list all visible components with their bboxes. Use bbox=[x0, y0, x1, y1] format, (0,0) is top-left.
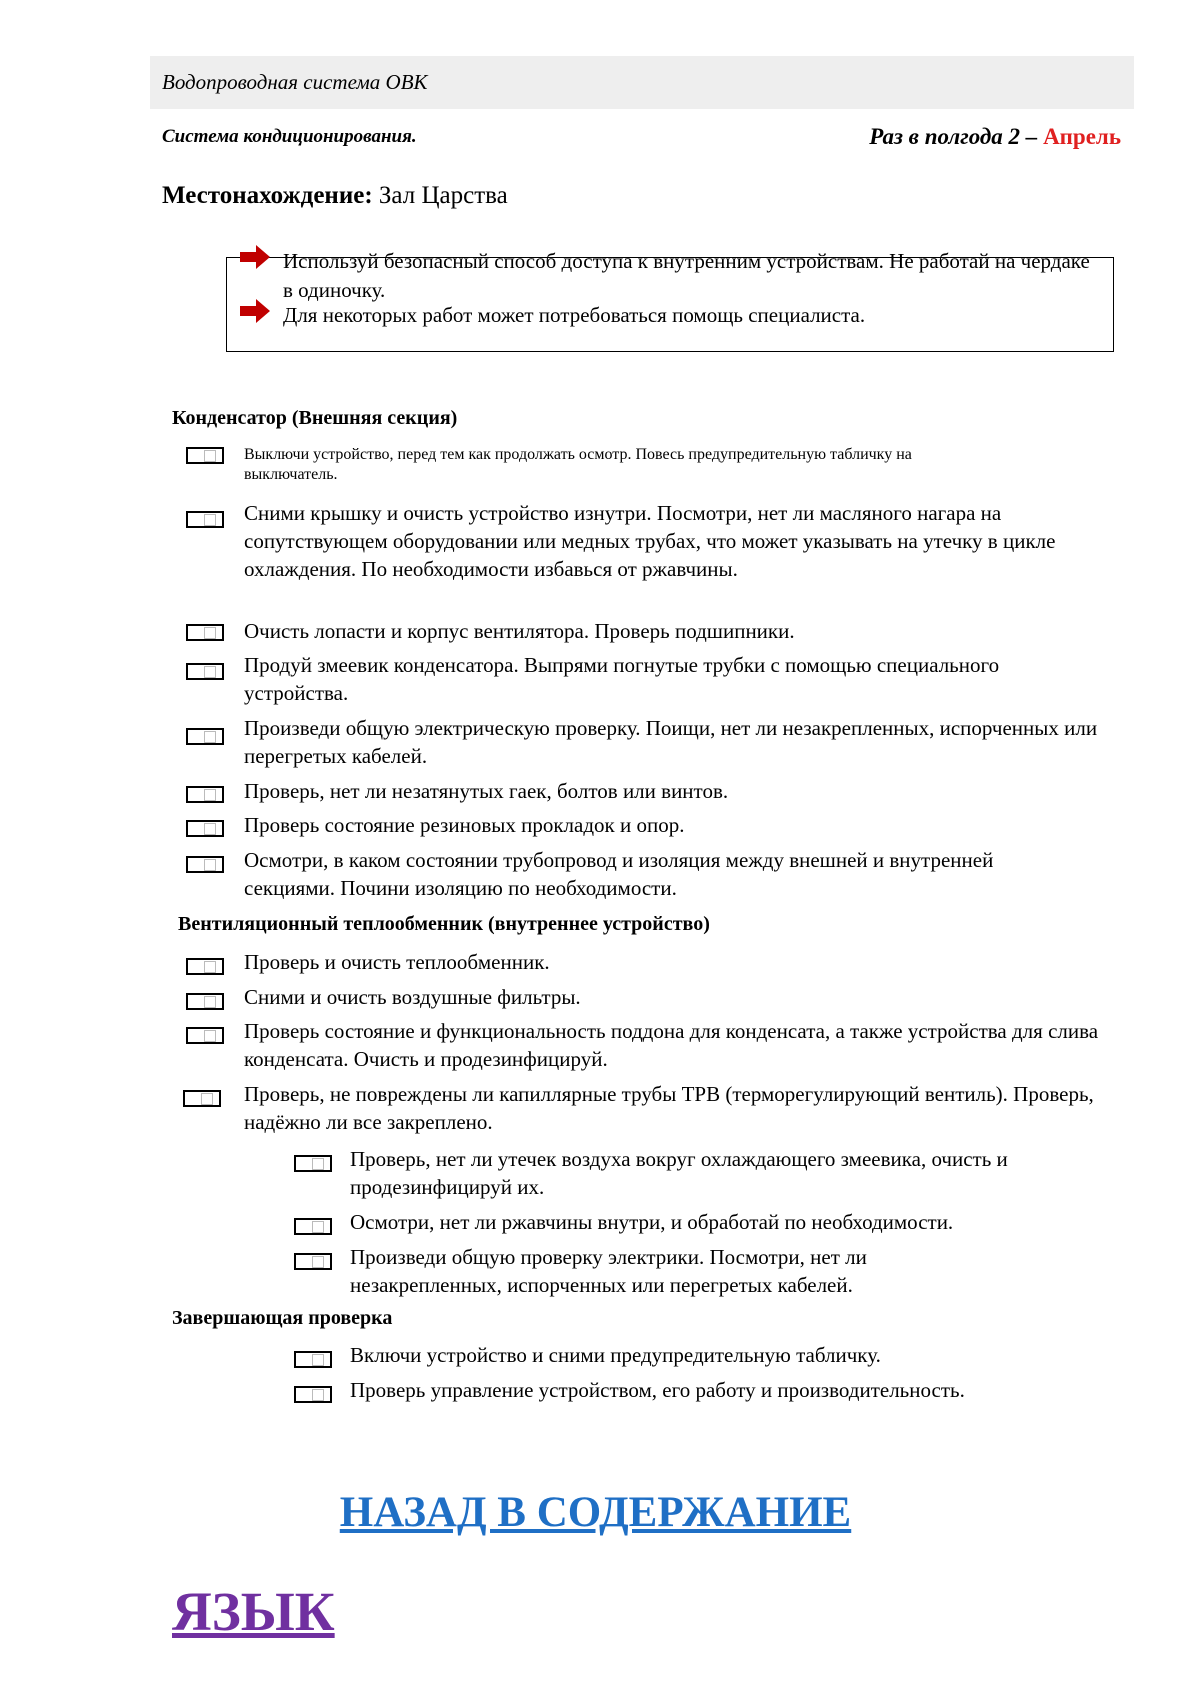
item-text: Продуй змеевик конденсатора. Выпрями погнутые трубки с помощью специального устройства. bbox=[244, 653, 1000, 705]
item-text: Выключи устройство, перед тем как продолжать осмотр. Повесь предупредительную табличку на выключатель. bbox=[244, 446, 912, 483]
schedule-month: Апрель bbox=[1043, 124, 1121, 149]
checkbox[interactable] bbox=[186, 728, 224, 745]
schedule-text: Раз в полгода 2 – bbox=[869, 124, 1038, 149]
item-text: Проверь, нет ли утечек воздуха вокруг охлаждающего змеевика, очисть и продезинфицируй их. bbox=[350, 1147, 1008, 1199]
checkbox[interactable] bbox=[186, 993, 224, 1010]
checkbox[interactable] bbox=[186, 958, 224, 975]
item-text: Произведи общую электрическую проверку. Поищи, нет ли незакрепленных, испорченных или перегретых кабелей. bbox=[244, 716, 1098, 768]
checkbox[interactable] bbox=[294, 1253, 332, 1270]
checkbox[interactable] bbox=[186, 511, 224, 528]
checkbox[interactable] bbox=[294, 1218, 332, 1235]
item-text: Проверь, не повреждены ли капиллярные трубы ТРВ (терморегулирующий вентиль). Проверь, надёжно ли все закреплено. bbox=[244, 1082, 1094, 1134]
item-text: Включи устройство и сними предупредительную табличку. bbox=[350, 1343, 881, 1367]
item-text: Проверь состояние резиновых прокладок и опор. bbox=[244, 813, 685, 837]
red-arrow-icon bbox=[240, 299, 270, 323]
checkbox[interactable] bbox=[183, 1090, 221, 1107]
checkbox[interactable] bbox=[186, 1027, 224, 1044]
item-text: Сними и очисть воздушные фильтры. bbox=[244, 985, 581, 1009]
item-text: Сними крышку и очисть устройство изнутри. Посмотри, нет ли масляного нагара на сопутствующем оборудовании или медных трубах, что может указывать на утечку в цикле охлаждения. По необходимости избавься от ржавчины. bbox=[244, 501, 1056, 581]
checkbox[interactable] bbox=[294, 1155, 332, 1172]
item-text: Проверь состояние и функциональность поддона для конденсата, а также устройства для слива конденсата. Очисть и продезинфицируй. bbox=[244, 1019, 1099, 1071]
section-heading-condenser: Конденсатор (Внешняя секция) bbox=[172, 407, 458, 429]
safety-notice-box bbox=[226, 249, 1114, 352]
checkbox[interactable] bbox=[186, 786, 224, 803]
section-heading-heat-exchanger: Вентиляционный теплообменник (внутреннее устройство) bbox=[178, 913, 710, 935]
checkbox[interactable] bbox=[186, 663, 224, 680]
checkbox[interactable] bbox=[294, 1351, 332, 1368]
item-text: Проверь и очисть теплообменник. bbox=[244, 950, 550, 974]
location-label: Местонахождение: bbox=[162, 182, 373, 209]
checkbox[interactable] bbox=[186, 856, 224, 873]
notice-text: Используй безопасный способ доступа к внутренним устройствам. Не работай на чердаке в одиночку. bbox=[283, 249, 1090, 302]
item-text: Очисть лопасти и корпус вентилятора. Проверь подшипники. bbox=[244, 619, 795, 643]
page-title: Водопроводная система ОВК bbox=[162, 70, 428, 94]
checkbox[interactable] bbox=[186, 624, 224, 641]
schedule-label bbox=[869, 124, 1121, 150]
item-text: Осмотри, в каком состоянии трубопровод и изоляция между внешней и внутренней секциями. Почини изоляцию по необходимости. bbox=[244, 848, 994, 900]
language-link[interactable]: ЯЗЫК bbox=[172, 1581, 335, 1642]
system-subtitle: Система кондиционирования. bbox=[162, 126, 417, 147]
item-text: Осмотри, нет ли ржавчины внутри, и обработай по необходимости. bbox=[350, 1210, 954, 1234]
section-heading-final: Завершающая проверка bbox=[172, 1307, 393, 1329]
checkbox[interactable] bbox=[294, 1386, 332, 1403]
checkbox[interactable] bbox=[186, 447, 224, 464]
notice-text: Для некоторых работ может потребоваться помощь специалиста. bbox=[283, 303, 866, 327]
item-text: Произведи общую проверку электрики. Посмотри, нет ли незакрепленных, испорченных или перегретых кабелей. bbox=[350, 1245, 867, 1297]
item-text: Проверь управление устройством, его работу и производительность. bbox=[350, 1378, 965, 1402]
back-to-contents-link[interactable]: НАЗАД В СОДЕРЖАНИЕ bbox=[339, 1489, 852, 1536]
red-arrow-icon bbox=[240, 245, 270, 269]
location-line bbox=[162, 182, 508, 210]
location-value: Зал Царства bbox=[378, 182, 508, 209]
checkbox[interactable] bbox=[186, 820, 224, 837]
item-text: Проверь, нет ли незатянутых гаек, болтов или винтов. bbox=[244, 779, 729, 803]
